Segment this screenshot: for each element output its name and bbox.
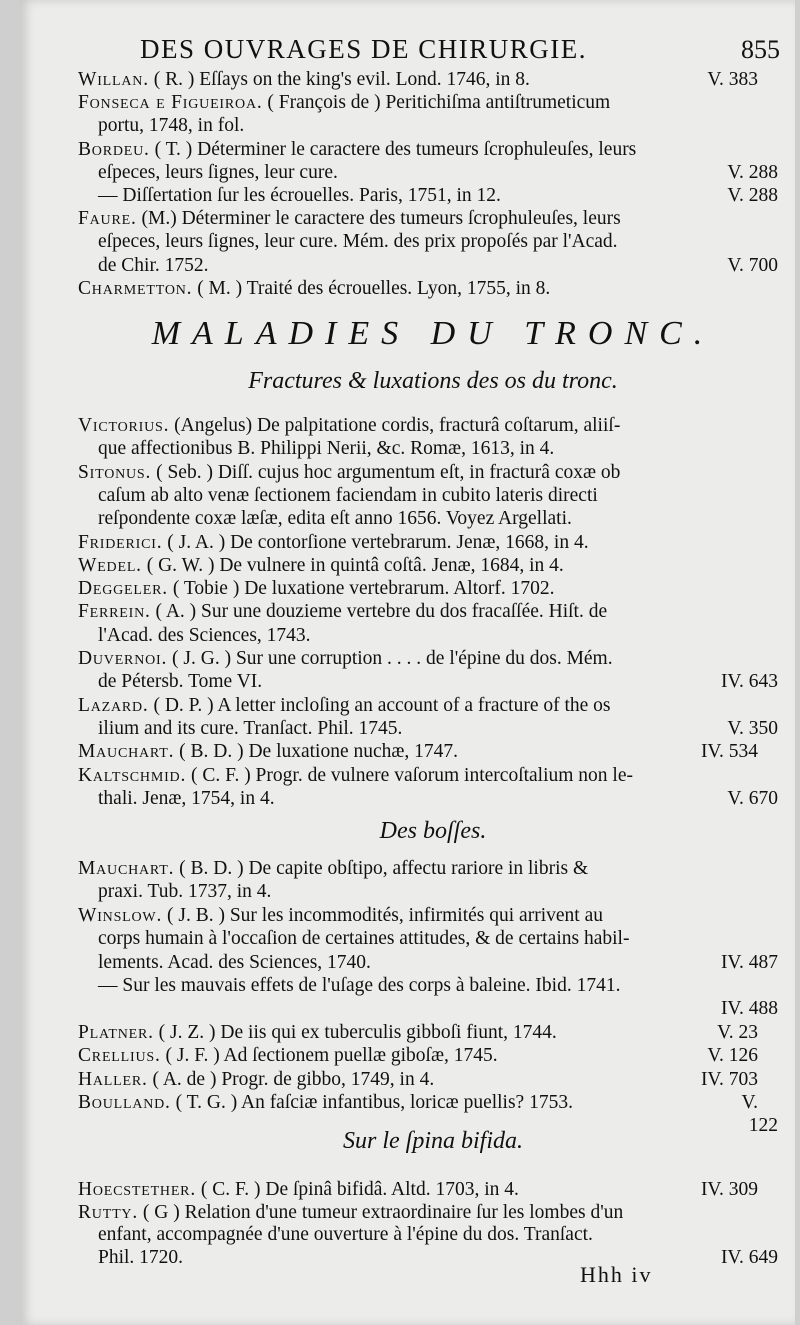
- entry-reference: IV. 643: [720, 671, 778, 693]
- entry-reference: IV. 309: [700, 1179, 758, 1200]
- entry-text: ( C. F. ) Progr. de vulnere vaſorum intercoſtalium non le-: [186, 764, 633, 786]
- entry-line: [98, 1223, 800, 1247]
- entry-author: Haller.: [78, 1068, 148, 1090]
- entry-text: que affectionibus B. Philippi Nerii, &c. Romæ, 1613, in 4.: [98, 438, 555, 460]
- entry-text: enfant, accompagnée d'une ouverture à l'épine du dos. Tranſact.: [98, 1224, 593, 1245]
- entry-line: [78, 600, 788, 624]
- entry-line: [98, 670, 800, 694]
- entry-reference: V. 126: [707, 1045, 758, 1067]
- entry-line: [78, 647, 788, 671]
- entry-text: ( D. P. ) A letter incloſing an account of a fracture of the os: [148, 694, 611, 716]
- entry-line: [98, 1246, 800, 1270]
- entry-reference: V. 23: [717, 1021, 758, 1043]
- entry-line: [78, 694, 788, 718]
- entry-text: ( A. ) Sur une douzieme vertebre du dos fracaſſée. Hiſt. de: [150, 601, 608, 623]
- entry-line: [78, 764, 788, 788]
- entry-text: caſum ab alto venæ ſectionem faciendam in cubito lateris directi: [98, 484, 598, 506]
- entry-author: Bordeu.: [78, 138, 150, 160]
- entry-author: Faure.: [78, 208, 137, 230]
- entry-line: [78, 414, 788, 438]
- entry-text: lements. Acad. des Sciences, 1740.: [98, 951, 371, 973]
- entry-text: eſpeces, leurs ſignes, leur cure.: [98, 161, 338, 183]
- entry-text: ( B. D. ) De luxatione nuchæ, 1747.: [174, 741, 459, 763]
- entry-text: ( T. ) Déterminer le caractere des tumeurs ſcrophuleuſes, leurs: [149, 138, 637, 160]
- entry-line: [98, 997, 800, 1021]
- entry-author: Fonseca e Figueiroa.: [78, 92, 263, 114]
- entry-author: Charmetton.: [78, 277, 193, 299]
- entry-line: [98, 184, 800, 208]
- entry-text: praxi. Tub. 1737, in 4.: [98, 881, 272, 903]
- entry-author: Ferrein.: [78, 601, 151, 623]
- entry-line: [98, 114, 800, 138]
- entry-text: thali. Jenæ, 1754, in 4.: [98, 787, 275, 809]
- entry-text: corps humain à l'occaſion de certaines attitudes, & de certains habil-: [98, 928, 630, 950]
- entry-reference: V. 383: [707, 69, 758, 90]
- entry-line: [98, 254, 800, 278]
- entry-author: Winslow.: [78, 904, 163, 926]
- entry-line: [78, 740, 788, 764]
- entry-reference: IV. 649: [720, 1246, 778, 1268]
- subsection-spina-bifida: Sur le ſpina bifida.: [343, 1128, 523, 1154]
- running-header: [90, 34, 780, 65]
- signature-mark: Hhh iv: [580, 1262, 653, 1287]
- entry-author: Victorius.: [78, 415, 170, 436]
- entry-line: [98, 507, 800, 531]
- entry-line: [78, 207, 788, 231]
- entry-reference: IV. 487: [720, 951, 778, 973]
- entry-author: Kaltschmid.: [78, 764, 187, 786]
- entry-line: [78, 904, 788, 928]
- entry-text: Phil. 1720.: [98, 1246, 184, 1268]
- entry-author: Boulland.: [78, 1092, 171, 1113]
- entry-author: Deggeler.: [78, 578, 168, 600]
- entry-text: ( J. A. ) De contorſione vertebrarum. Jenæ, 1668, in 4.: [162, 531, 589, 553]
- entry-text: de Pétersb. Tome VI.: [98, 671, 263, 693]
- entry-line: [78, 1068, 788, 1092]
- entry-reference: V. 288: [727, 185, 778, 206]
- entry-author: Crellius.: [78, 1045, 161, 1067]
- entry-reference: IV. 703: [700, 1068, 758, 1090]
- entry-author: Mauchart.: [78, 858, 175, 879]
- entry-text: ( J. F. ) Ad ſectionem puellæ giboſæ, 1745.: [160, 1045, 498, 1067]
- book-page: [20, 0, 795, 1325]
- entry-text: ( J. Z. ) De iis qui ex tuberculis gibboſi fiunt, 1744.: [153, 1021, 557, 1043]
- entry-line: [98, 484, 800, 508]
- entry-author: Duvernoi.: [78, 648, 168, 669]
- entry-line: [98, 787, 800, 811]
- entry-text: ( G ) Relation d'une tumeur extraordinaire ſur les lombes d'un: [138, 1201, 624, 1223]
- entry-reference: IV. 488: [720, 998, 778, 1020]
- entry-text: reſpondente coxæ læſæ, edita eſt anno 1656. Voyez Argellati.: [98, 508, 572, 530]
- entry-line: [78, 577, 788, 601]
- entry-text: ( Seb. ) Diſſ. cujus hoc argumentum eſt, in fracturâ coxæ ob: [151, 461, 621, 483]
- entry-line: [78, 91, 788, 115]
- entry-reference: V.: [741, 1092, 758, 1113]
- entry-line: [98, 951, 800, 975]
- entry-author: Sitonus.: [78, 461, 152, 483]
- entry-author: Lazard.: [78, 694, 149, 716]
- entry-text: — Sur les mauvais effets de l'uſage des corps à baleine. Ibid. 1741.: [98, 975, 621, 996]
- entry-text: ( Tobie ) De luxatione vertebrarum. Altorf. 1702.: [167, 578, 555, 600]
- entry-author: Willan.: [78, 69, 149, 90]
- entry-line: [78, 554, 788, 578]
- entry-line: [78, 1044, 788, 1068]
- entry-reference: V. 288: [727, 161, 778, 183]
- entry-text: ( G. W. ) De vulnere in quintâ coſtâ. Jenæ, 1684, in 4.: [141, 554, 564, 576]
- subsection-fractures: Fractures & luxations des os du tronc.: [248, 368, 618, 394]
- entry-text: (Angelus) De palpitatione cordis, fracturâ coſtarum, aliiſ-: [169, 415, 621, 436]
- entry-reference: V. 670: [727, 787, 778, 809]
- entry-line: [78, 1178, 788, 1202]
- entry-text: de Chir. 1752.: [98, 254, 209, 276]
- entry-text: ( J. B. ) Sur les incommodités, infirmités qui arrivent au: [162, 904, 603, 926]
- entry-reference: IV. 534: [700, 741, 758, 763]
- section-title: MALADIES DU TRONC.: [151, 315, 715, 352]
- entry-line: [98, 161, 800, 185]
- entry-text: l'Acad. des Sciences, 1743.: [98, 624, 311, 646]
- entry-text: — Diſſertation ſur les écrouelles. Paris, 1751, in 12.: [98, 185, 501, 206]
- entry-line: [98, 880, 800, 904]
- entry-line: [98, 927, 800, 951]
- entry-text: ( T. G. ) An faſciæ infantibus, loricæ puellis? 1753.: [170, 1092, 573, 1113]
- entry-reference: V. 350: [727, 717, 778, 739]
- entry-text: ( J. G. ) Sur une corruption . . . . de l'épine du dos. Mém.: [167, 648, 613, 669]
- page-number: 855: [741, 35, 780, 64]
- entry-line: [98, 437, 800, 461]
- entry-text: ( B. D. ) De capite obſtipo, affectu rariore in libris &: [174, 858, 589, 879]
- entry-text: eſpeces, leurs ſignes, leur cure. Mém. des prix propoſés par l'Acad.: [98, 231, 618, 253]
- entry-text: portu, 1748, in fol.: [98, 115, 245, 137]
- entry-author: Hoecstether.: [78, 1179, 196, 1200]
- entry-line: [78, 138, 788, 162]
- entry-text: ( A. de ) Progr. de gibbo, 1749, in 4.: [147, 1068, 435, 1090]
- entry-author: Platner.: [78, 1021, 154, 1043]
- entry-text: ( C. F. ) De ſpinâ bifidâ. Altd. 1703, in 4.: [196, 1179, 519, 1200]
- entry-line: [78, 1201, 788, 1225]
- entry-line: [78, 1021, 788, 1045]
- entry-line: [78, 1091, 788, 1115]
- entry-reference: 122: [748, 1115, 778, 1137]
- entry-reference: V. 700: [727, 254, 778, 276]
- entry-line: [98, 974, 800, 998]
- subsection-bosses: Des boſſes.: [379, 818, 487, 844]
- entry-author: Rutty.: [78, 1201, 139, 1223]
- entry-text: ( François de ) Peritichiſma antiſtrumeticum: [262, 92, 611, 114]
- entry-line: [98, 717, 800, 741]
- entry-author: Friderici.: [78, 531, 163, 553]
- entry-line: [78, 461, 788, 485]
- entry-line: [78, 857, 788, 881]
- entry-line: [98, 624, 800, 648]
- entry-line: [98, 230, 800, 254]
- entry-text: ( R. ) Eſſays on the king's evil. Lond. 1746, in 8.: [148, 69, 530, 90]
- page-title: DES OUVRAGES DE CHIRURGIE.: [140, 34, 588, 64]
- entry-text: ilium and its cure. Tranſact. Phil. 1745.: [98, 717, 403, 739]
- entry-text: ( M. ) Traité des écrouelles. Lyon, 1755, in 8.: [192, 277, 551, 299]
- entry-line: [78, 277, 788, 301]
- entry-line: [78, 68, 788, 92]
- entry-line: [78, 531, 788, 555]
- entry-text: (M.) Déterminer le caractere des tumeurs ſcrophuleuſes, leurs: [136, 208, 621, 230]
- entry-author: Wedel.: [78, 554, 142, 576]
- entry-author: Mauchart.: [78, 741, 175, 763]
